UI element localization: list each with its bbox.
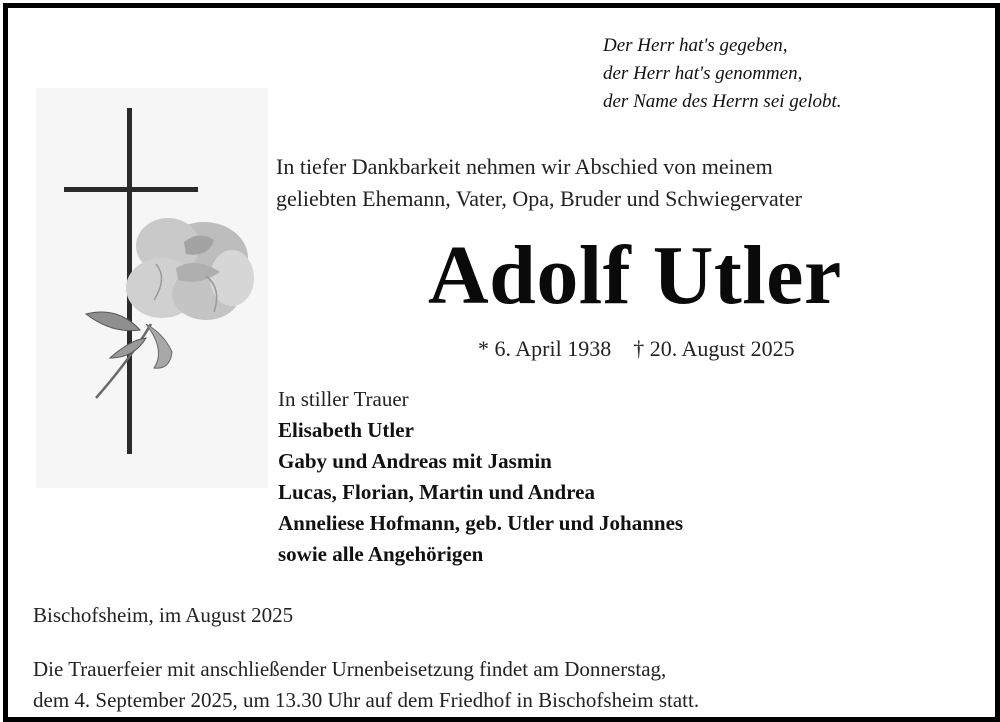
mourner-name: sowie alle Angehörigen	[278, 542, 484, 566]
place-date: Bischofsheim, im August 2025	[33, 603, 294, 627]
bible-verse	[603, 32, 842, 116]
funeral-info	[33, 654, 699, 716]
obituary-notice	[3, 3, 1000, 722]
intro-line-1: In tiefer Dankbarkeit nehmen wir Abschied von meinem	[276, 154, 773, 179]
funeral-line-2: dem 4. September 2025, um 13.30 Uhr auf dem Friedhof in Bischofsheim statt.	[33, 688, 700, 712]
mourners-list	[278, 384, 683, 570]
funeral-line-1: Die Trauerfeier mit anschließender Urnenbeisetzung findet am Donnerstag,	[33, 657, 667, 681]
mourner-name: Elisabeth Utler	[278, 418, 414, 442]
mourning-emblem	[36, 88, 268, 488]
intro-line-2: geliebten Ehemann, Vater, Opa, Bruder und Schwiegervater	[276, 186, 802, 211]
verse-line-3: der Name des Herrn sei gelobt.	[603, 91, 842, 112]
mourner-name: Gaby und Andreas mit Jasmin	[278, 449, 552, 473]
deceased-name: Adolf Utler	[428, 229, 842, 322]
verse-line-2: der Herr hat's genommen,	[603, 63, 803, 84]
life-dates	[478, 334, 795, 364]
mourner-name: Anneliese Hofmann, geb. Utler und Johannes	[278, 511, 684, 535]
emblem-graphic	[36, 88, 268, 488]
verse-line-1: Der Herr hat's gegeben,	[603, 35, 788, 56]
intro-text	[276, 151, 802, 215]
birth-date: * 6. April 1938	[478, 336, 612, 361]
mourner-name: Lucas, Florian, Martin und Andrea	[278, 480, 595, 504]
mourners-lead: In stiller Trauer	[278, 387, 409, 411]
death-date: † 20. August 2025	[633, 336, 795, 361]
